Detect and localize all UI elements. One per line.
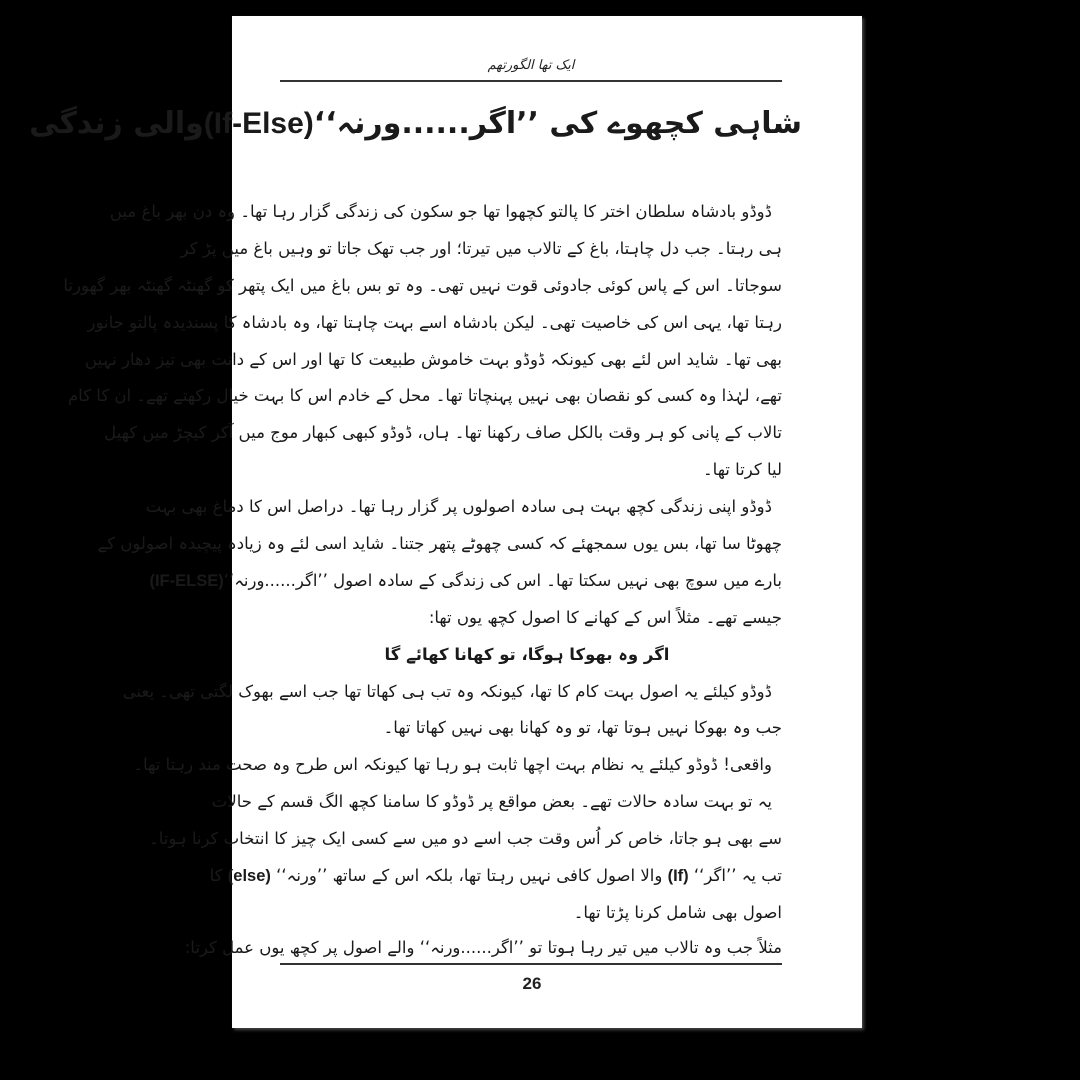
text-line: بھی تھا۔ شاید اس لئے بھی کیونکہ ڈوڈو بہت خاموش طبیعت کا تھا اور اس کے دانت بھی تیز دھار نہیں bbox=[84, 349, 782, 369]
book-page bbox=[29, 16, 862, 1028]
text-line: تھے، لہٰذا وہ کسی کو نقصان بھی نہیں پہنچاتا تھا۔ محل کے خادم اس کا بہت خیال رکھتے تھے۔ ان کا کام bbox=[67, 386, 782, 406]
footer-rule bbox=[280, 963, 782, 965]
text-line: ڈوڈو اپنی زندگی کچھ بہت ہی سادہ اصولوں پر گزار رہا تھا۔ دراصل اس کا دماغ بھی بہت bbox=[145, 497, 772, 517]
text-line: سوجاتا۔ اس کے پاس کوئی جادوئی قوت نہیں تھی۔ وہ تو بس باغ میں ایک پتھر کو گھنٹہ گھنٹہ بھر گھورتا bbox=[63, 275, 782, 295]
text-line: سے بھی ہو جاتا، خاص کر اُس وقت جب اسے دو میں سے کسی ایک چیز کا انتخاب کرنا ہوتا۔ bbox=[149, 829, 782, 849]
chapter-title-part1: شاہی کچھوے کی ’’اگر......ورنہ‘‘ bbox=[313, 106, 802, 141]
running-header: ایک تھا الگورتھم bbox=[487, 58, 575, 73]
text-line: چھوٹا سا تھا، بس یوں سمجھئے کہ کسی چھوٹے پتھر جتنا۔ شاید اسی لئے وہ زیادہ پیچیدہ اصولوں کے bbox=[97, 534, 782, 554]
text-line: جیسے تھے۔ مثلاً اس کے کھانے کا اصول کچھ یوں تھا: bbox=[428, 607, 782, 627]
text-line: ہی رہتا۔ جب دل چاہتا، باغ کے تالاب میں تیرتا؛ اور جب تھک جاتا تو وہیں باغ میں پڑ کر bbox=[180, 238, 782, 258]
chapter-title-part2: والی زندگی bbox=[29, 106, 204, 141]
final-text-line: مثلاً جب وہ تالاب میں تیر رہا ہوتا تو ’’اگر......ورنہ‘‘ والے اصول پر کچھ یوں عمل کرتا: bbox=[184, 938, 782, 957]
text-line bbox=[149, 563, 782, 600]
chapter-title bbox=[29, 102, 802, 146]
line-text: کا bbox=[209, 866, 223, 886]
if-else-latin: (IF-ELSE) bbox=[149, 571, 224, 590]
text-line: رہتا تھا، یہی اس کی خاصیت تھی۔ لیکن بادشاہ اسے بہت چاہتا تھا، وہ بادشاہ کا پسندیدہ پالتو جانور bbox=[87, 312, 782, 332]
chapter-title-latin: (If-Else) bbox=[203, 107, 314, 140]
text-line: جب وہ بھوکا نہیں ہوتا تھا، تو وہ کھانا بھی نہیں کھاتا تھا۔ bbox=[383, 718, 782, 738]
text-line: ڈوڈو کیلئے یہ اصول بہت کام کا تھا، کیونکہ وہ تب ہی کھاتا تھا جب اسے بھوک لگتی تھی۔ یعنی bbox=[122, 681, 772, 701]
text-line: اصول بھی شامل کرنا پڑتا تھا۔ bbox=[573, 902, 782, 922]
line-text: تب یہ ’’اگر‘‘ bbox=[693, 866, 782, 886]
if-latin: (If) bbox=[667, 867, 689, 886]
centered-rule-line: اگر وہ بھوکا ہوگا، تو کھانا کھائے گا bbox=[384, 644, 670, 664]
header-rule bbox=[280, 80, 782, 82]
line-text: والا اصول کافی نہیں رہتا تھا، بلکہ اس کے ساتھ ’’ورنہ‘‘ bbox=[276, 866, 663, 886]
else-latin: (else) bbox=[227, 867, 271, 886]
text-line: لیا کرتا تھا۔ bbox=[703, 460, 782, 480]
text-line: واقعی! ڈوڈو کیلئے یہ نظام بہت اچھا ثابت ہو رہا تھا کیونکہ اس طرح وہ صحت مند رہتا تھا۔ bbox=[133, 755, 772, 775]
page-number: 26 bbox=[522, 974, 542, 993]
text-line bbox=[209, 858, 782, 895]
line-text: بارے میں سوچ بھی نہیں سکتا تھا۔ اس کی زندگی کے سادہ اصول ’’اگر......ورنہ‘‘ bbox=[223, 570, 782, 590]
body-text bbox=[63, 194, 782, 932]
text-line: ڈوڈو بادشاہ سلطان اختر کا پالتو کچھوا تھا جو سکون کی زندگی گزار رہا تھا۔ وہ دن بھر باغ میں bbox=[109, 202, 772, 221]
text-line: یہ تو بہت سادہ حالات تھے۔ بعض مواقع پر ڈوڈو کا سامنا کچھ الگ قسم کے حالات bbox=[211, 792, 772, 812]
text-line: تالاب کے پانی کو ہر وقت بالکل صاف رکھنا تھا۔ ہاں، ڈوڈو کبھی کبھار موج میں آکر کیچڑ میں کھیل bbox=[104, 423, 782, 443]
